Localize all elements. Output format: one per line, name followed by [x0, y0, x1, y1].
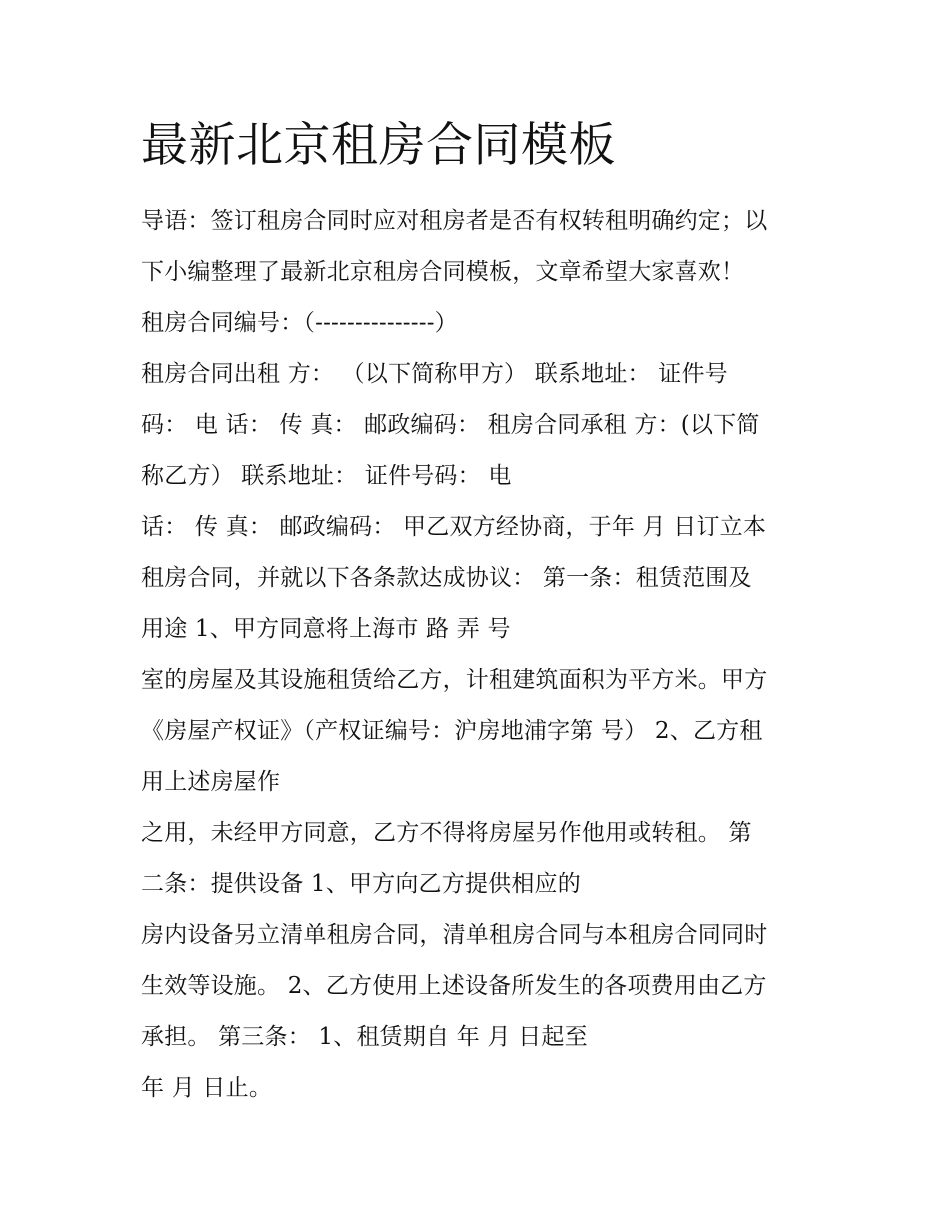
body-line: 租房合同，并就以下各条款达成协议： 第一条：租赁范围及: [141, 565, 752, 591]
body-line: 话： 传 真： 邮政编码： 甲乙双方经协商，于年 月 日订立本: [141, 514, 767, 540]
body-line: 《房屋产权证》（产权证编号：沪房地浦字第 号） 2、乙方租: [141, 718, 763, 744]
body-line: 年 月 日止。: [141, 1075, 273, 1101]
body-line: 生效等设施。 2、乙方使用上述设备所发生的各项费用由乙方: [141, 973, 767, 999]
body-line: 室的房屋及其设施租赁给乙方，计租建筑面积为平方米。甲方: [141, 667, 768, 693]
body-line: 承担。 第三条： 1、租赁期自 年 月 日起至: [141, 1024, 588, 1050]
body-line: 码： 电 话： 传 真： 邮政编码： 租房合同承租 方：(以下简: [141, 412, 760, 438]
body-line: 二条：提供设备 1、甲方向乙方提供相应的: [141, 871, 581, 897]
document-title: 最新北京租房合同模板: [141, 118, 616, 173]
body-line: 导语：签订租房合同时应对租房者是否有权转租明确约定；以: [141, 208, 768, 234]
body-line: 称乙方） 联系地址： 证件号码： 电: [141, 463, 512, 489]
body-line: 租房合同编号：（---------------）: [141, 310, 458, 336]
body-line: 用上述房屋作: [141, 769, 281, 795]
body-line: 下小编整理了最新北京租房合同模板，文章希望大家喜欢！: [141, 259, 745, 285]
body-line: 之用，未经甲方同意，乙方不得将房屋另作他用或转租。 第: [141, 820, 752, 846]
body-line: 租房合同出租 方： （以下简称甲方） 联系地址： 证件号: [141, 361, 728, 387]
document-body: [141, 196, 821, 1114]
body-line: 房内设备另立清单租房合同，清单租房合同与本租房合同同时: [141, 922, 768, 948]
body-line: 用途 1、甲方同意将上海市 路 弄 号: [141, 616, 511, 642]
